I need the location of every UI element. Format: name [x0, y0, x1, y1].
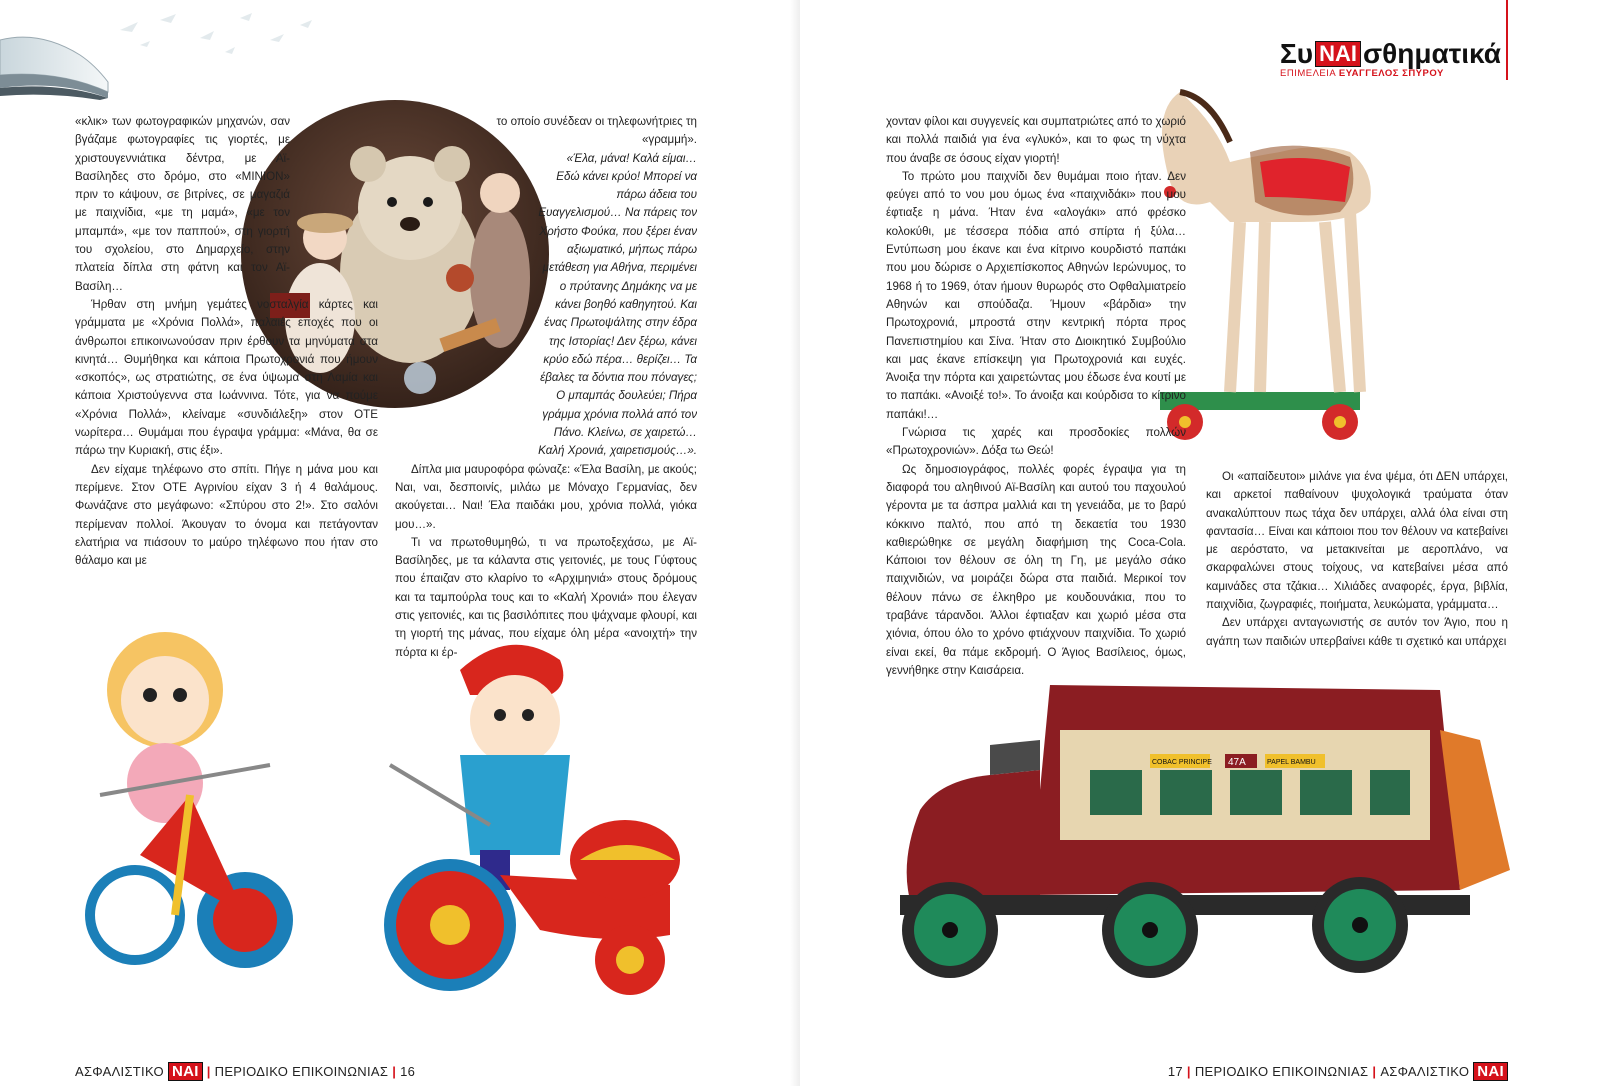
header-brand-suffix: σθηματικά — [1363, 38, 1501, 69]
header-brand-prefix: Συ — [1280, 38, 1314, 69]
left-col1-p3: Δεν είχαμε τηλέφωνο στο σπίτι. Πήγε η μάνα μου και περίμενε. Στον ΟΤΕ Αγρινίου είχαν 3 ή 4 θαλάμους. Φωνάζανε στο μεγάφωνο: «Σπύρου στο 2!». Στο σαλόνι περίμεναν πολλοί. Άκουγαν το όνομα και πετάγονταν ελατήρια να πιάσουν το μαύρο τηλέφωνο που ήταν στο θάλαμο και με — [75, 462, 378, 568]
page-number: 16 — [400, 1064, 416, 1079]
left-col2-p1: το οποίο συνέδεαν οι τηλεφωνήτριες τη «γραμμή». — [496, 115, 697, 147]
right-col1-p4: Ως δημοσιογράφος, πολλές φορές έγραψα για τη διαφορά του αληθινού Αϊ-Βασίλη και αυτού του παχουλού γέροντα με τα άσπρα μαλλιά και τη γενειάδα, με το βαρύ κόκκινο παλτό, που από τη δεκαετία του 1930 καθιερώθηκε σε μεγάλη διαφήμιση της Coca-Cola. Κάποιοι τον θέλουν σε όλη τη Γη, με μεγάλο σάκο παιχνιδιών, να μοιράζει δώρα στα παιδιά. Μερικοί τον θέλουν πάνω σε έλκηθρο με κουδουνάκια, που το τραβάνε τάρανδοι. Άλλοι έφτιαξαν και χωριό μέσα στα χιόνια, όπου όλο το χρόνο φτιάχνουν παιχνίδια. Το χωριό είναι εκεί, θα πάμε εκδρομή. Ο Άγιος Βασίλειος, όμως, γεννήθηκε στην Καισάρεια. — [886, 462, 1186, 677]
header-accent-line — [1506, 0, 1508, 80]
header-editor-name: ΕΥΑΓΓΕΛΟΣ ΣΠΥΡΟΥ — [1338, 68, 1444, 79]
right-col2-p1: Οι «απαίδευτοι» μιλάνε για ένα ψέμα, ότι ΔΕΝ υπάρχει, και αρκετοί παθαίνουν ψυχολογικά τραύματα όταν ανακαλύπτουν πως τάχα δεν υπάρχει, αλλά όλα είναι στη φαντασία… Είναι και κάποιοι που τον θέλουν να κατεβαίνει με αερόστατο, να μετακινείται με αεροπλάνο, να σκαρφαλώνει στους τοίχους, να κατεβαίνει μέσα από καμινάδες στα τζάκια… Χιλιάδες αναφορές, έργα, βιβλία, παιχνίδια, ζωγραφιές, ποιήματα, λευκώματα, γράμματα… — [1206, 470, 1508, 612]
tin-bus-toy-photo — [860, 670, 1540, 1030]
tricycle-toys-photo — [70, 615, 710, 1015]
header-nai-logo: ΝΑΙ — [1315, 41, 1361, 67]
right-page — [800, 0, 1600, 1086]
footer-title: ΠΕΡΙΟΔΙΚΟ ΕΠΙΚΟΙΝΩΝΙΑΣ — [214, 1064, 389, 1079]
footer-brand: ΑΣΦΑΛΙΣΤΙΚΟ — [1380, 1064, 1470, 1079]
right-col1-p3: Γνώρισα τις χαρές και προσδοκίες πολλών «Πρωτοχρονιών». Δόξα τω Θεώ! — [886, 426, 1186, 458]
footer-nai-logo: ΝΑΙ — [168, 1062, 203, 1081]
page-number: 17 — [1167, 1064, 1183, 1079]
left-col1-p1: «κλικ» των φωτογραφικών μηχανών, σαν βγάζαμε φωτογραφίες τις γιορτές, με χριστουγεννιάτικα δέντρα, με Αϊ-Βασίληδες στο δρόμο, στο «MINION» πριν το κάψουν, σε βιτρίνες, σε μαγαζιά με παιχνίδια, «με τη μαμά», «με τον μπαμπά», «με τον παππού», στη γιορτή του σχολείου, στο Δημαρχείο, στην πλατεία δίπλα στη φάτνη και τον Αϊ-Βασίλη… — [75, 115, 290, 293]
footer-separator: | — [1186, 1064, 1191, 1079]
right-col2-p2: Δεν υπάρχει ανταγωνιστής σε αυτόν τον Άγιο, που η αγάπη των παιδιών υπερβαίνει κάθε τι σχετικό και υπάρχει — [1206, 616, 1508, 648]
bus-sign-3: PAPEL BAMBU — [1267, 759, 1316, 766]
header-editor-label: ΕΠΙΜΕΛΕΙΑ — [1280, 68, 1336, 79]
right-col1-p2: Το πρώτο μου παιχνίδι δεν θυμάμαι ποιο ήταν. Δεν φεύγει από το νου μου όμως ένα «παιχνιδάκι» που μου έφτιαξε η μάνα. Ήταν ένα «αλογάκι» από φρέσκο κολοκύθι, με τέσσερα πόδια από σπίρτα ή ξύλα… Εντύπωση μου έκανε και ένα κίτρινο κουρδιστό παπάκι που μου δώρισε ο Αρχιεπίσκοπος Αθηνών Ιερώνυμος, το 1968 ή το 1969, όταν ήμουν θυρωρός στο Οφθαλμιατρείο Αθηνών και σπούδαζα. Ήμουν «βάρδια» την Πρωτοχρονιά, μπροστά στην κεντρική πόρτα προς Πανεπιστημίου και Σίνα. Ήταν στο Διοικητικό Συμβούλιο και μας έκανε επίσκεψη για Πρωτοχρονιά και ευχές. Άνοιξα την πόρτα και χαιρετώντας μου έδωσε ένα κουτί με το παπάκι. «Ανοιξέ το!». Το άνοιξα και κούρδισα το κίτρινο παπάκι!… — [886, 169, 1186, 421]
left-text-column-1 — [75, 113, 378, 570]
right-text-column-1 — [886, 113, 1186, 680]
left-col2-p4: Τι να πρωτοθυμηθώ, τι να πρωτοξεχάσω, με Αϊ-Βασίληδες, με τα κάλαντα στις γειτονιές, με τους Γύφτους που έπαιζαν στο κλαρίνο το «Αρχιμηνιά» στους δρόμους και τα ταμπούρλα τους και το «Καλή Χρονιά» που έλεγαν στις γειτονιές, και τις βασιλόπιτες που ψάχναμε φλουρί, και τη γιορτή της μάνας, που είχαμε όλη μέρα «ανοιχτή» την πόρτα κι έρ- — [395, 535, 697, 659]
right-col1-p1: χονταν φίλοι και συγγενείς και συμπατριώτες από το χωριό και πολλά παιδιά για ένα «γλυκό», και το φως τη νύχτα που άναβε σε όσους είχαν γιορτή! — [886, 115, 1186, 165]
footer-separator: | — [206, 1064, 211, 1079]
section-header — [1280, 38, 1501, 79]
bus-sign-2: 47A — [1228, 757, 1246, 768]
left-col2-p3: Δίπλα μια μαυροφόρα φώναζε: «Έλα Βασίλη, με ακούς; Ναι, ναι, δεσποινίς, μιλάω με Μόναχο Γερμανίας, δεν ακούγεται… Ναι! Έλα παιδάκι μου, χρόνια πολλά, γιόκα μου…». — [395, 462, 697, 531]
right-text-column-2 — [1206, 468, 1508, 651]
footer-brand: ΑΣΦΑΛΙΣΤΙΚΟ — [75, 1064, 164, 1079]
left-col1-p2: Ήρθαν στη μνήμη γεμάτες νοσταλγία κάρτες και γράμματα με «Χρόνια Πολλά», παλαιές εποχές που οι άνθρωποι επικοινωνούσαν πριν έρθουν τα μηνύματα στα κινητά… Θυμήθηκα και κάποια Πρωτοχρονιά που ήμουν «σκοπός», ως στρατιώτης, σε ένα ύψωμα στη Λαμία και κάποια Χριστούγεννα στα Ιωάννινα. Τότε, για να πούμε «Χρόνια Πολλά», κλείναμε «συνδιάλεξη» στον ΟΤΕ νωρίτερα… Θυμάμαι που έγραψα γράμμα: «Μάνα, θα σε πάρω την Κυριακή, στις έξι». — [75, 297, 378, 458]
footer-separator: | — [1372, 1064, 1377, 1079]
right-footer — [1168, 1062, 1508, 1081]
left-col2-p2: «Έλα, μάνα! Καλά είμαι… Εδώ κάνει κρύο! Μπορεί να πάρω άδεια του Ευαγγελισμού… Να πάρεις τον Χρήστο Φούκα, που ξέρει έναν αξιωματικό, μήπως πάρω μετάθεση για Αθήνα, περιμένει ο πρύτανης Δημάκης να με κάνει βοηθό καθηγητού. Και ένας Πρωτοψάλτης στην έδρα της Ιστορίας! Δεν ξέρω, κάνει κρύο εδώ πέρα… θερίζει… Τα έβαλες τα δόντια που πόναγες; Ο μπαμπάς δουλεύει; Πήρα γράμμα χρόνια πολλά από τον Πάνο. Κλείνω, σε χαιρετώ… Καλή Χρονιά, χαιρετισμούς…». — [538, 151, 697, 458]
footer-title: ΠΕΡΙΟΔΙΚΟ ΕΠΙΚΟΙΝΩΝΙΑΣ — [1194, 1064, 1369, 1079]
open-book-decoration — [0, 0, 340, 110]
footer-nai-logo: ΝΑΙ — [1473, 1062, 1508, 1081]
bus-sign-1: COBAC PRINCIPE — [1152, 759, 1212, 766]
left-footer — [75, 1062, 415, 1081]
footer-separator: | — [392, 1064, 397, 1079]
left-text-column-2 — [395, 113, 697, 662]
